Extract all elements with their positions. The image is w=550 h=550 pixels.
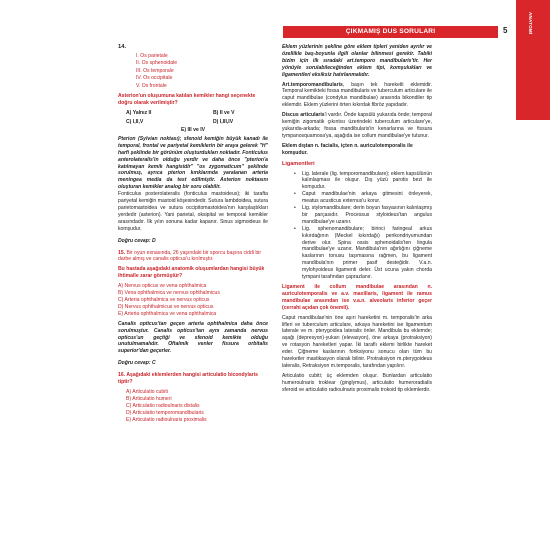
roman-option: IV. Os occipitale [136,75,173,82]
question-15-case [118,250,268,264]
answer-option: A) Articulatio cubiti [126,388,168,395]
paragraph-movements: Caput mandibulae'nin öne aşırı hareketini m. temporalis'in arka lifleri ve tuberculum articulare, arkaya hareketini ise ligamentum laterale ve m. pterygoidea lateralis önler. Mandibula bu eklemde; aşağı (depresyon)-yukarı (elevasyon), öne arkaya (protraksiyon) ve rotasyon hareketleri yapar. İki taraflı eklemi birlikte hareket eder. Çiğneme kaslarının fonksiyonu sonucu olan tüm bu hareketler mastikasyon olarak bilinir. Protraksiyon m.pterygoideus lateralis, Retraksiyon m.temporalis, tarafından yapılırır. [282,314,432,369]
roman-option: II. Os sphenoidale [136,60,178,67]
page-number: 5 [503,26,508,35]
roman-option: III. Os temporale [136,67,174,74]
answer-option: A) Nervus opticus ve vena ophthalmica [118,283,207,290]
discus-text: 'i vardır. Önde kapsülü yukarıda önde; temporal kemiğin zigomatik çıkıntısı üzerindeki tuberculum articulare'ye, yukarıda-arkada; fossa mandibularis'in kenarlarına ve fissura tympanosquamosa'ya, aşağıda ise collum mandibulae'ye tutunur. [282,112,432,139]
paragraph-tmj [282,82,432,110]
tmj-term: Art.temporomandibularis [282,81,343,88]
question-14-text: Asterion'un oluşumuna katılan kemikler hangi seçenekte doğru olarak verilmiştir? [118,93,256,107]
paragraph-nerves: Eklem dıştan n. facialis, içten n. auriculotemporalis ile komşudur. [282,142,413,156]
answer-option: C) Articulatio radioulnaris distalis [126,402,200,409]
ligament-item: • Caput mandibulae'nin arkaya gitmesini önleyerek, meatus acusticus externus'u korur. [282,191,432,205]
ligament-item: • Lig. sphenomandibulare; birinci faringeal arkus kıkırdağının (Meckel kıkırdağı) perikondriyumundan derive olur. Spina ossis sphenoidalis'ten lingula mandibulae'ye uzanır. Mandibula'nın ağırlığını çiğneme kaslarının tonusu taşımasına rağmen, bu ligament mandibula'nın primer pasif desteğidir. V.a.n. mylohyoideus ligamenti deler. Üst ucuna yakın chorda tympani tarafından çaprazlanır. [282,226,432,281]
explanation-14-b: Fonticulus posterolateralis (fonticulus mastoideus); iki tarafta pariyetal kemiğin mastoid köşesindedir. Sutura lambdoidea, sutura parietomastoidea ve sutura occipitomastoidea'nın karşılaştıkları yerdedir (asterion). Yani parietal, oksipital ve temporal kemikler arasındadır. İlk yılın sonuna kadar kapanır. Sinus sigmoideus ile komşudur. [118,191,268,232]
header-title: ÇIKMAMIŞ DUS SORULARI [345,28,436,35]
answer-option: C) I,II,V [126,119,144,126]
answer-option: D) Articulatio temporomandibularis [126,409,204,416]
answer-option: B) Articulatio humeri [126,395,172,402]
answer-line-15: Doğru cevap: C [118,360,156,367]
header-bar [283,26,498,38]
answer-option: E) Articulatio radioulnaris proximalis [126,416,207,423]
left-column [118,44,268,423]
question-15-text: Bu hastada aşağıdaki anatomik oluşumlardan hangisi büyük ihtimalle zarar görmüştür? [118,266,265,280]
ligament-item: • Lig. laterale (lig. temporomandibulare); eklem kapsülünün kalınlaşması ile oluşur. Dış yüzü parotis bezi ile komşudur. [282,171,432,192]
explanation-14-a: Pterion (Sylvian noktası); sfenoid kemiğin büyük kanadı ile temporal, frontal ve pariyetal kemiklerin bir araya gelerek "H" harfi şeklinde bir görünüm oluşturdukları noktadır. Fonticulus anterolateralis'in olduğu yerdir ve daha önce "pterion'a katılmayan kemik hangisidir" "os zygomaticum" şeklinde sorulmuş, ayrıca pterion kırıklarında yaralanan arteria meningea media da test edilmiştir. Asterion noktasını oluşturan kemikler analog bir soru olabilir. [118,135,268,191]
answer-option: B) Vena ophthalmica ve nervus ophthalmicus [118,290,220,297]
answer-line-14: Doğru cevap: D [118,237,156,244]
roman-option: I. Os parietale [136,52,168,59]
question-15-case-text: Bir oyun esnasında, 26 yaşındaki bir sporcu başına ciddi bir darbe almış ve canalis opticus'u kırılmıştır. [118,249,262,263]
question-14-answers [118,110,268,126]
roman-option: V. Os frontale [136,82,167,89]
paragraph-discus [282,112,432,140]
right-column [282,44,432,394]
question-16-options [118,389,268,424]
side-tab-label: ANATOMİ [528,12,533,35]
paragraph-ligament-relations: Ligament ile collum mandibulae arasından n. auriculotemporalis ve a.v. maxillaris, ligament ile ramus mandibulae arasından ise v.a.n. alveolaris inferior geçer (cerrahi açıdan çok önemli). [282,284,432,311]
question-14-number: 14. [118,44,127,50]
tmj-text: , başın tek hareketli eklemidir. Temporal kemikteki fossa mandibularis ve tuberculum articulare ile caput mandibulae (condylus mandibulae) arasında bikondiler tip eklemdir. Eklem yüzlerini örten kıkırdak fibröz yapıdadır. [282,81,432,109]
ligament-item: • Lig. stylomandibulare; derin boyun fasyasının kalınlaşmış bir parçasıdır. Processus styloideus'tan angulus mandibulae'ye uzanır. [282,205,432,226]
question-16-text [118,372,268,386]
paragraph-cubiti: Articulatio cubiti; üç eklemden oluşur. Bunlardan articulatio humeroulnaris troklear (ginglymus), articulatio humeroradialis sferoid ve articulatio radioulnaris proximalis trokoid tip eklemlerdir. [282,372,432,393]
answer-option: D) Nervus ophthalmicus ve nervus opticus [118,303,214,310]
answer-option: D) I,III,IV [213,119,234,126]
answer-option: E) III ve IV [180,127,206,134]
discus-term: Discus articularis [282,112,325,119]
explanation-15: Canalis opticus'tan geçen arteria ophthalmica daha önce sorulmuştur. Canalis opticus'tan aynı zamanda nervus opticus'un geçtiği ve sfenoid kemikte olduğu unutulmamalıdır. Oftalmik venler fissura orbitalis superior'dan geçerler. [118,320,268,355]
intro-paragraph: Eklem yüzlerinin şekline göre eklem tipleri yeniden ayrılır ve özellikle baş-boyunla ilgili olanlar bilinmesi gerekir. Tabiki bizim için ilk sıradaki art.temporo mandibularis'tir. Her yönüyle sorulabileceğinden eklem tipi, komşulukları ve ligamentleri eksiksiz hatırlanmalıdır. [282,44,432,78]
question-16-number: 16. [118,372,126,379]
question-16-question: Aşağıdaki eklemlerden hangisi articulatio bicondylaris tiptir? [118,372,258,386]
side-tab [516,0,550,120]
answer-option: E) Arteria ophthalmica ve vena ophthalmica [118,310,217,317]
answer-option: C) Arteria ophthalmica ve nervus opticus [118,296,210,303]
answer-option: A) Yalnız II [126,110,152,117]
ligaments-heading: Ligamentleri [282,160,315,167]
question-15-number: 15. [118,249,126,256]
answer-option: B) II ve V [213,110,235,117]
